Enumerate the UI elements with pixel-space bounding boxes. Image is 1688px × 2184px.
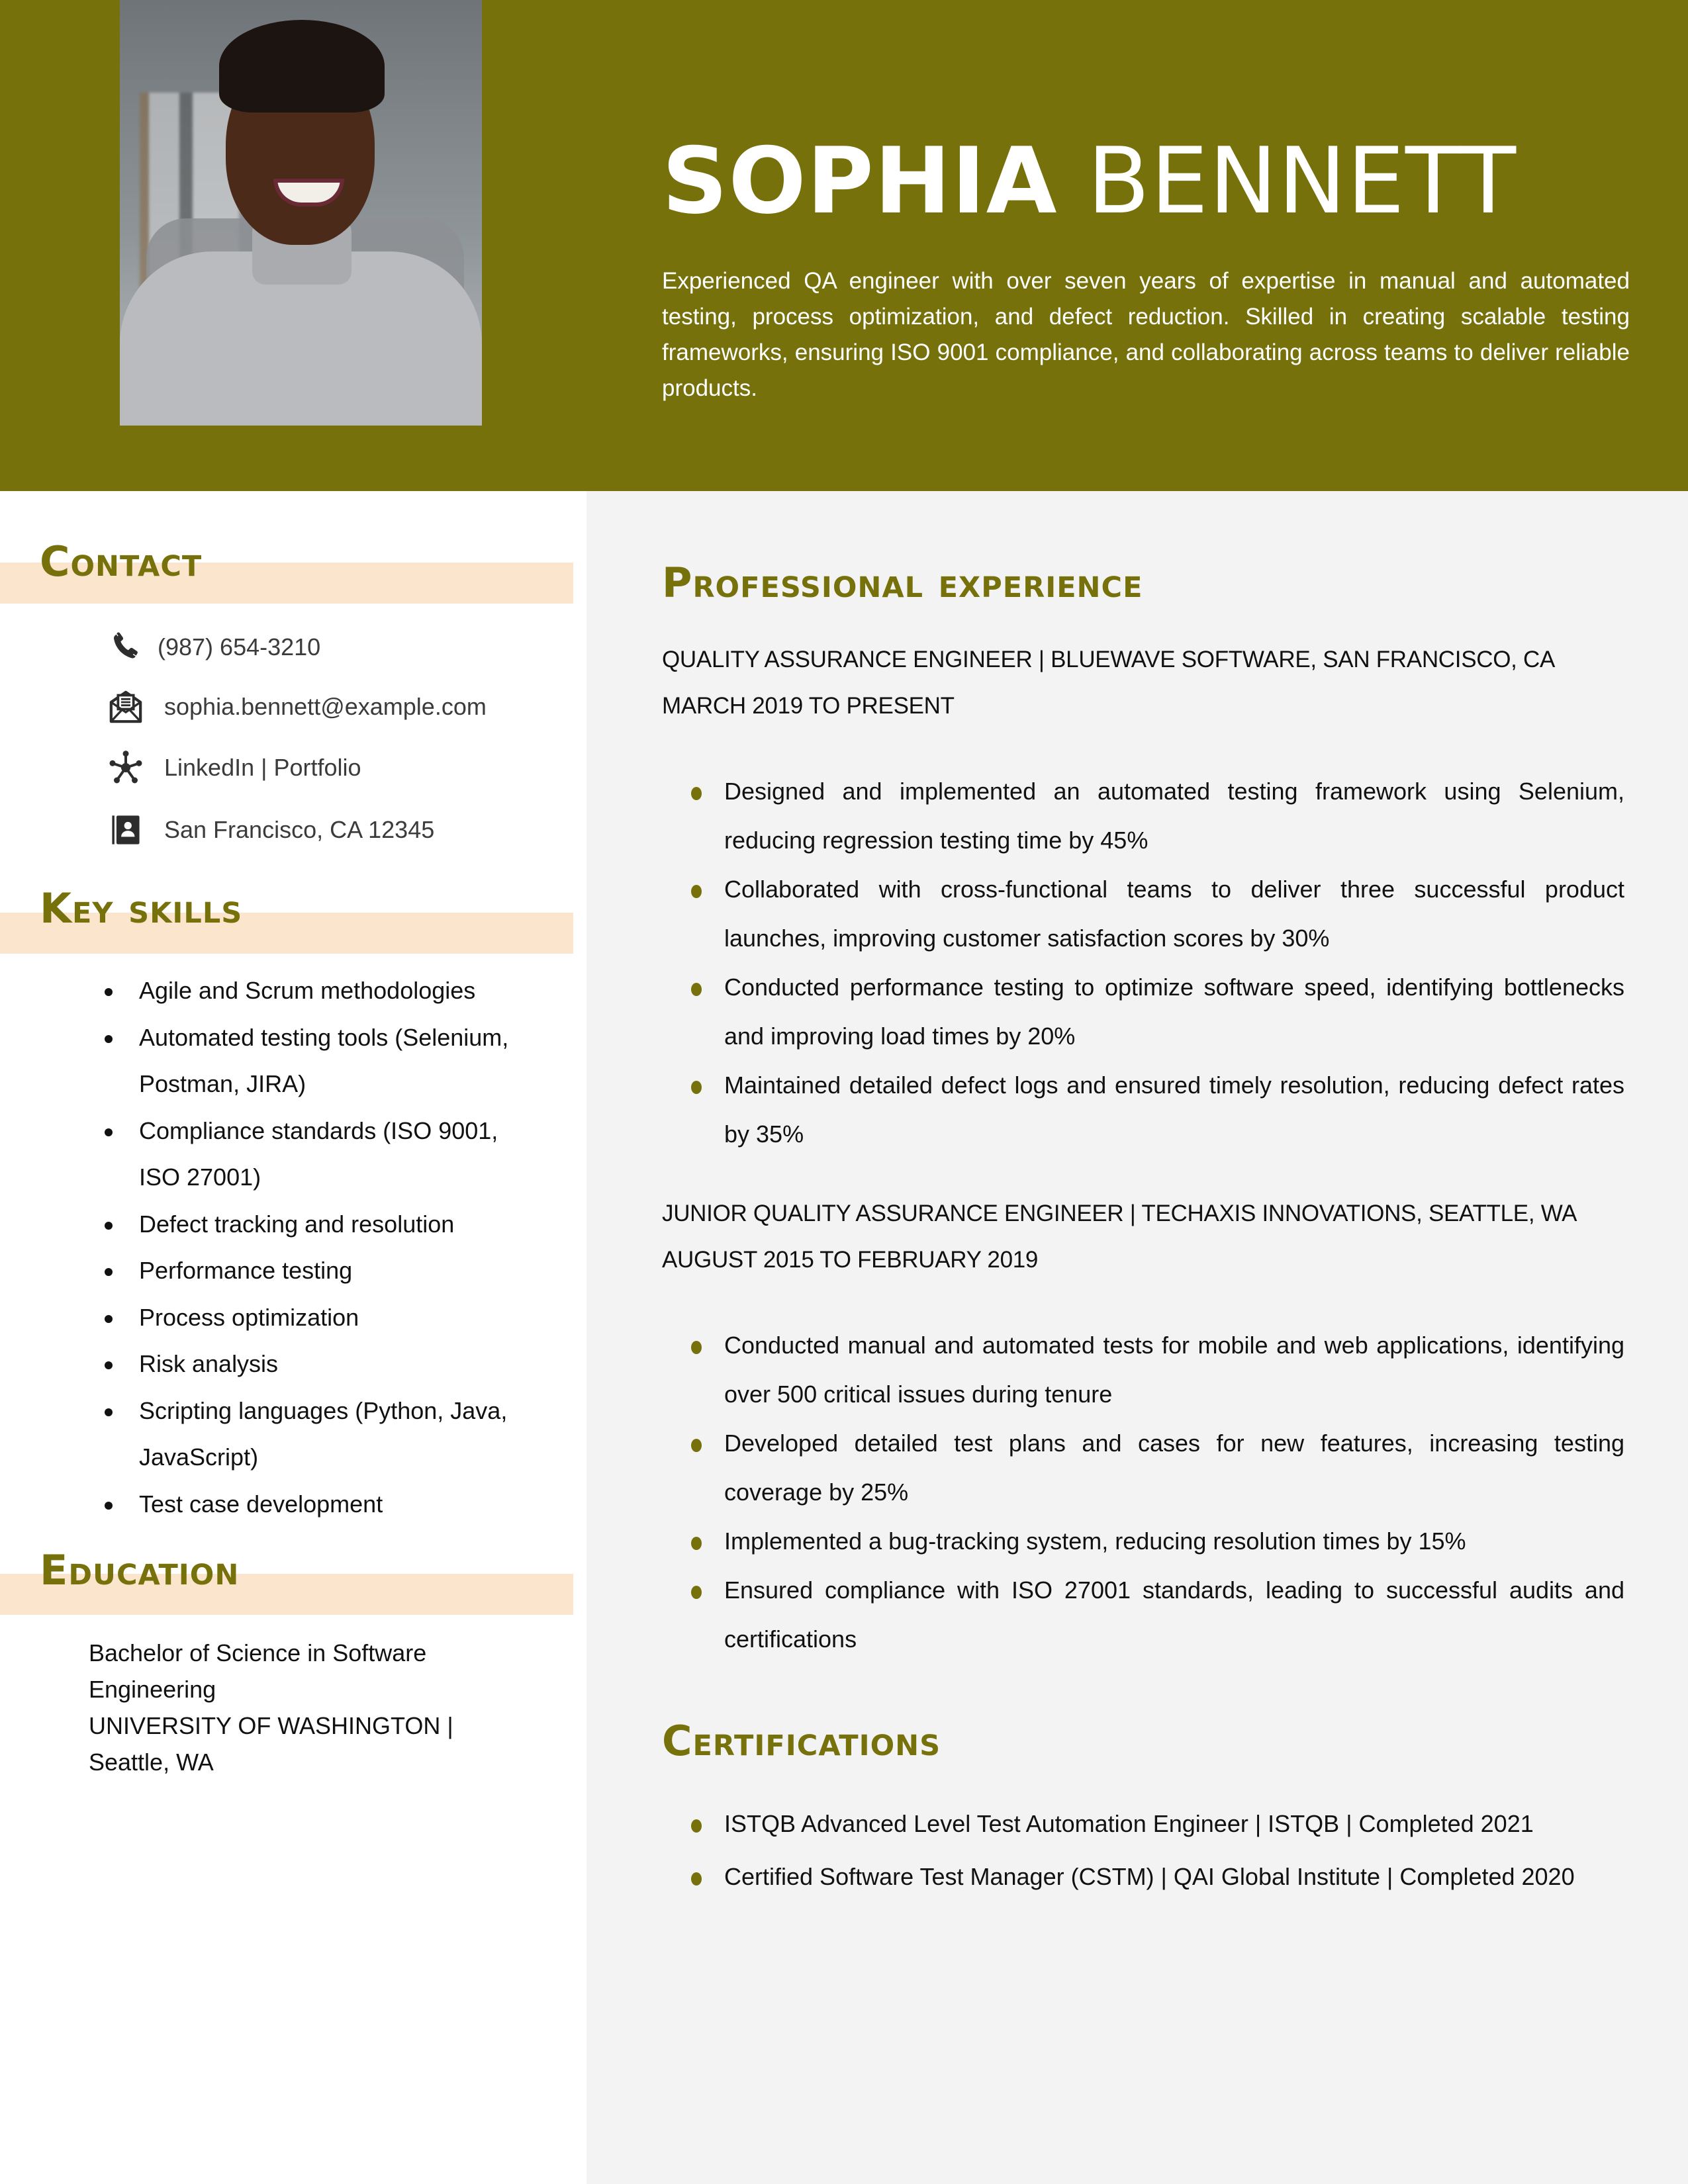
achievement-item: Designed and implemented an automated testing framework using Selenium, reducing regression testing time by 45%	[688, 767, 1624, 865]
achievement-item: Collaborated with cross-functional teams to deliver three successful product launches, improving customer satisfaction scores by 30%	[688, 865, 1624, 963]
contact-heading: Contact	[40, 537, 203, 586]
first-name: SOPHIA	[662, 128, 1058, 234]
education-heading: Education	[40, 1546, 240, 1594]
profile-photo	[120, 0, 482, 426]
certifications-list	[688, 1797, 1624, 1903]
skills-heading: Key skills	[40, 884, 243, 933]
school-location: Seattle, WA	[89, 1749, 214, 1776]
job-achievements-list	[688, 767, 1624, 1159]
skill-item: Agile and Scrum methodologies	[99, 968, 536, 1015]
linkedin-portfolio-links[interactable]: LinkedIn | Portfolio	[164, 754, 361, 781]
achievement-item: Conducted manual and automated tests for mobile and web applications, identifying over 500 critical issues during tenure	[688, 1321, 1624, 1419]
phone-icon	[106, 627, 146, 667]
achievement-item: Implemented a bug-tracking system, reducing resolution times by 15%	[688, 1517, 1624, 1566]
photo-hair	[219, 20, 385, 113]
email-icon	[106, 687, 146, 727]
skill-item: Defect tracking and resolution	[99, 1201, 536, 1248]
school-name: UNIVERSITY OF WASHINGTON |	[89, 1712, 453, 1739]
job-title-company: JUNIOR QUALITY ASSURANCE ENGINEER | TECHAXIS INNOVATIONS, SEATTLE, WA	[662, 1201, 1577, 1226]
skill-item: Performance testing	[99, 1248, 536, 1295]
job-dates: MARCH 2019 TO PRESENT	[662, 693, 955, 719]
skill-item: Automated testing tools (Selenium, Postman, JIRA)	[99, 1015, 536, 1108]
contact-phone[interactable]	[106, 627, 320, 667]
education-entry	[89, 1635, 459, 1780]
job-title-company: QUALITY ASSURANCE ENGINEER | BLUEWAVE SOFTWARE, SAN FRANCISCO, CA	[662, 647, 1556, 672]
certification-item: Certified Software Test Manager (CSTM) | QAI Global Institute | Completed 2020	[688, 1850, 1624, 1903]
phone-number: (987) 654-3210	[158, 633, 321, 660]
network-icon	[106, 748, 146, 788]
achievement-item: Developed detailed test plans and cases for new features, increasing testing coverage by 25%	[688, 1419, 1624, 1517]
skills-list	[99, 968, 536, 1527]
email-address: sophia.bennett@example.com	[164, 693, 487, 720]
candidate-name	[662, 128, 1517, 234]
mailing-address: San Francisco, CA 12345	[164, 816, 435, 843]
skill-item: Scripting languages (Python, Java, JavaScript)	[99, 1388, 536, 1481]
skill-item: Risk analysis	[99, 1341, 536, 1388]
skill-item: Process optimization	[99, 1295, 536, 1342]
last-name: BENNETT	[1087, 128, 1517, 234]
certifications-heading: Certifications	[662, 1717, 941, 1765]
job-achievements-list	[688, 1321, 1624, 1664]
achievement-item: Ensured compliance with ISO 27001 standards, leading to successful audits and certifications	[688, 1566, 1624, 1664]
contact-address[interactable]	[106, 810, 434, 850]
address-book-icon	[106, 810, 146, 850]
skill-item: Compliance standards (ISO 9001, ISO 27001)	[99, 1108, 536, 1201]
contact-links[interactable]	[106, 748, 361, 788]
achievement-item: Conducted performance testing to optimize software speed, identifying bottlenecks and improving load times by 20%	[688, 963, 1624, 1061]
header-banner	[0, 0, 1688, 491]
experience-heading: Professional experience	[662, 559, 1143, 607]
contact-email[interactable]	[106, 687, 487, 727]
job-dates: AUGUST 2015 TO FEBRUARY 2019	[662, 1247, 1039, 1273]
skill-item: Test case development	[99, 1481, 536, 1528]
degree: Bachelor of Science in Software Engineering	[89, 1639, 427, 1703]
certification-item: ISTQB Advanced Level Test Automation Engineer | ISTQB | Completed 2021	[688, 1797, 1624, 1850]
profile-summary: Experienced QA engineer with over seven years of expertise in manual and automated testing, process optimization, and defect reduction. Skilled in creating scalable testing frameworks, ensuring ISO 9001 compliance, and collaborating across teams to deliver reliable products.	[662, 268, 1630, 401]
achievement-item: Maintained detailed defect logs and ensured timely resolution, reducing defect rates by 35%	[688, 1061, 1624, 1159]
